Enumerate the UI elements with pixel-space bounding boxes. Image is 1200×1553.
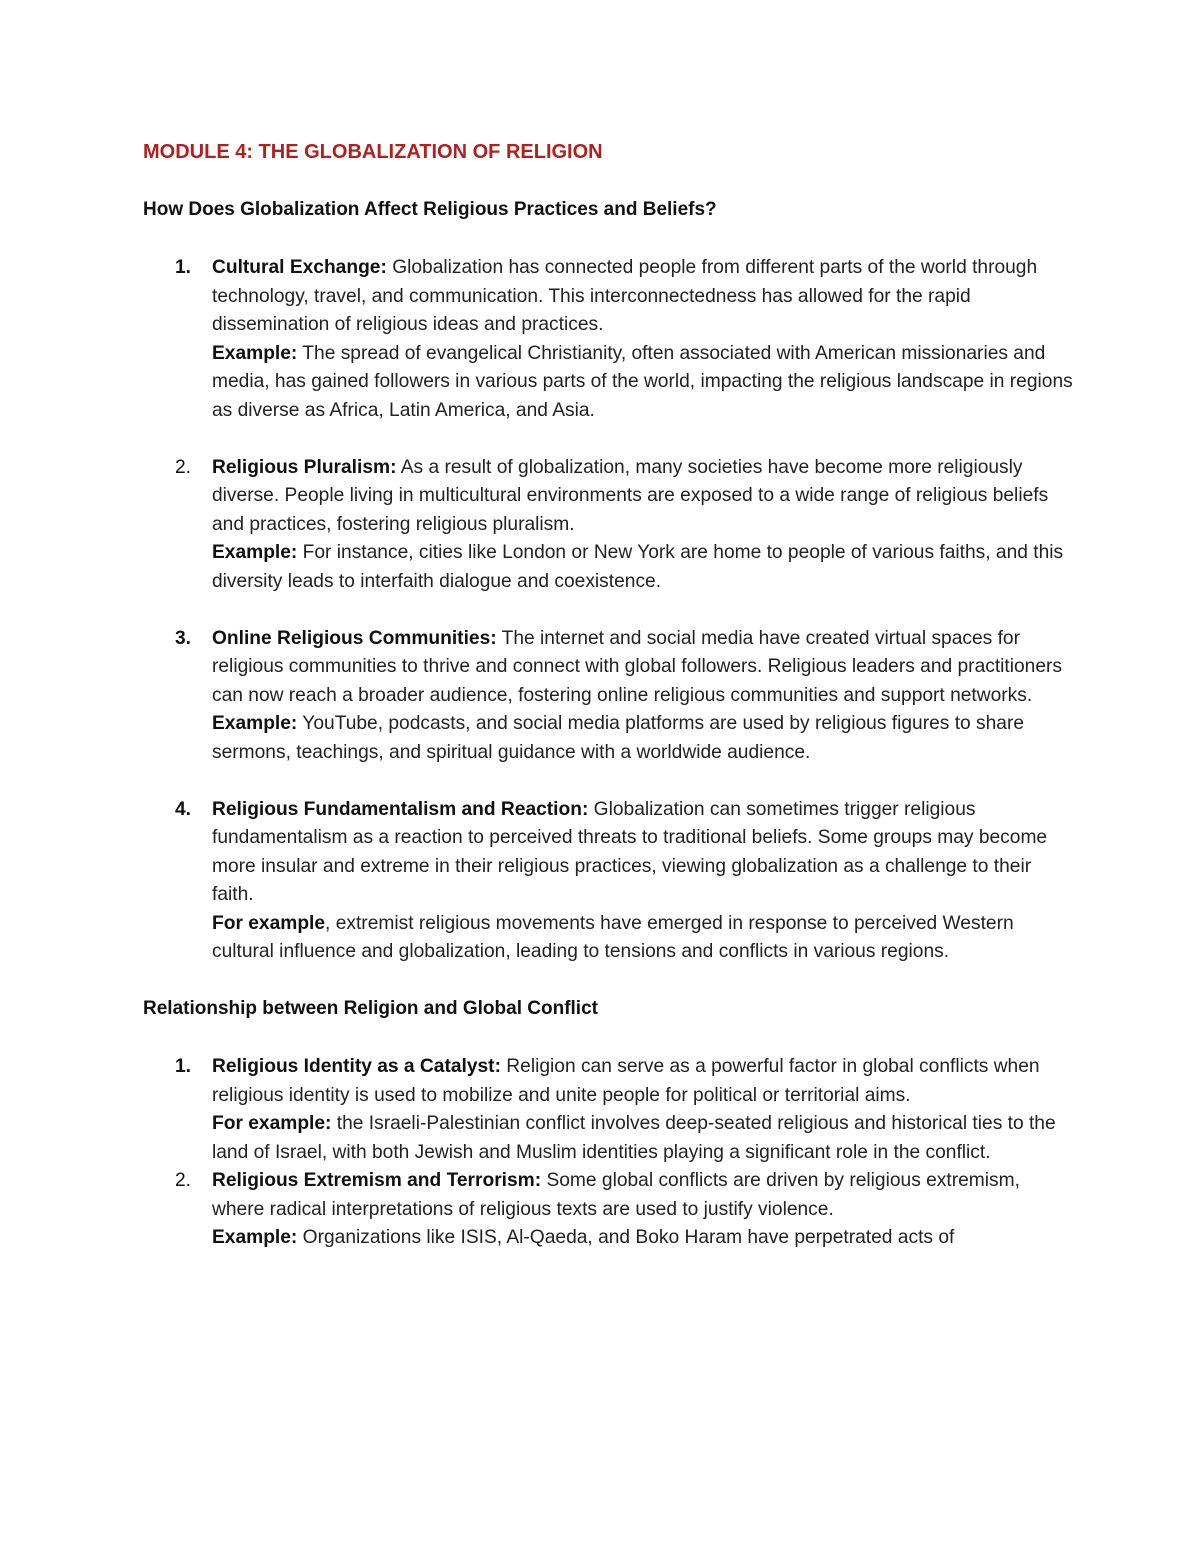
item-example — [212, 1110, 1073, 1167]
example-label: Example: — [212, 342, 298, 364]
item-term: Religious Extremism and Terrorism: — [212, 1170, 542, 1191]
section-heading-conflict: Relationship between Religion and Global Conflict — [143, 998, 598, 1019]
list-number: 1. — [175, 257, 192, 278]
list-item — [143, 454, 1073, 597]
section-heading-globalization: How Does Globalization Affect Religious Practices and Beliefs? — [143, 199, 717, 220]
example-label: Example: — [212, 542, 298, 563]
item-paragraph — [212, 1053, 1073, 1110]
item-text: The internet and social media have created virtual spaces for religious communities to thrive and connect with global followers. Religious leaders and practitioners can now reach a broader audience, fostering online religious communities and support networks. — [212, 627, 1063, 706]
item-example — [212, 910, 1073, 967]
list-item — [143, 254, 1073, 425]
list-number: 4. — [175, 798, 192, 820]
item-term: Online Religious Communities: — [212, 627, 497, 649]
item-paragraph — [212, 796, 1073, 910]
example-text: YouTube, podcasts, and social media platforms are used by religious figures to share sermons, teachings, and spiritual guidance with a worldwide audience. — [212, 713, 1025, 763]
list-item — [143, 1053, 1073, 1167]
list-item — [143, 1167, 1073, 1253]
example-label: Example: — [212, 713, 298, 734]
list-item — [143, 796, 1073, 967]
item-term: Cultural Exchange: — [212, 257, 387, 278]
item-example — [212, 539, 1073, 596]
item-example — [212, 1224, 1073, 1253]
example-label: For example: — [212, 1113, 332, 1134]
example-text: Organizations like ISIS, Al-Qaeda, and Boko Haram have perpetrated acts of — [297, 1227, 955, 1248]
item-term: Religious Pluralism: — [212, 456, 397, 478]
item-term: Religious Identity as a Catalyst: — [212, 1056, 501, 1077]
item-paragraph — [212, 454, 1073, 540]
list-number: 1. — [175, 1056, 192, 1077]
item-example — [212, 340, 1073, 426]
globalization-effects-list — [143, 254, 1073, 967]
list-number: 2. — [175, 456, 192, 478]
item-text: Religion can serve as a powerful factor in global conflicts when religious identity is used to mobilize and unite people for political or territorial aims. — [212, 1056, 1040, 1106]
example-label: Example: — [212, 1227, 298, 1248]
example-text: The spread of evangelical Christianity, often associated with American missionaries and media, has gained followers in various parts of the world, impacting the religious landscape in regions as diverse as Africa, Latin America, and Asia. — [212, 342, 1073, 421]
item-paragraph — [212, 254, 1073, 340]
item-paragraph — [212, 1167, 1073, 1224]
item-text: Some global conflicts are driven by religious extremism, where radical interpretations of religious texts are used to justify violence. — [212, 1170, 1020, 1220]
item-term: Religious Fundamentalism and Reaction: — [212, 798, 589, 820]
item-paragraph — [212, 625, 1073, 711]
item-text: As a result of globalization, many societies have become more religiously diverse. People living in multicultural environments are exposed to a wide range of religious beliefs and practices, fostering religious pluralism. — [212, 456, 1049, 535]
example-label: For example — [212, 912, 326, 934]
list-number: 3. — [175, 627, 192, 649]
document-content — [143, 138, 1073, 1253]
list-item — [143, 625, 1073, 768]
list-number: 2. — [175, 1170, 192, 1191]
item-example — [212, 710, 1073, 767]
module-title: MODULE 4: THE GLOBALIZATION OF RELIGION — [143, 141, 603, 163]
example-text: the Israeli-Palestinian conflict involves deep-seated religious and historical ties to the land of Israel, with both Jewish and Muslim identities playing a significant role in the conflict. — [212, 1113, 1056, 1163]
item-text: Globalization has connected people from different parts of the world through technology, travel, and communication. This interconnectedness has allowed for the rapid dissemination of religious ideas and practices. — [212, 257, 1038, 335]
example-text: For instance, cities like London or New York are home to people of various faiths, and this diversity leads to interfaith dialogue and coexistence. — [212, 542, 1064, 592]
item-text: Globalization can sometimes trigger religious fundamentalism as a reaction to perceived threats to traditional beliefs. Some groups may become more insular and extreme in their religious practices, viewing globalization as a challenge to their faith. — [212, 798, 1048, 905]
religion-conflict-list — [143, 1053, 1073, 1253]
example-text: , extremist religious movements have emerged in response to perceived Western cultural influence and globalization, leading to tensions and conflicts in various regions. — [212, 912, 1014, 962]
